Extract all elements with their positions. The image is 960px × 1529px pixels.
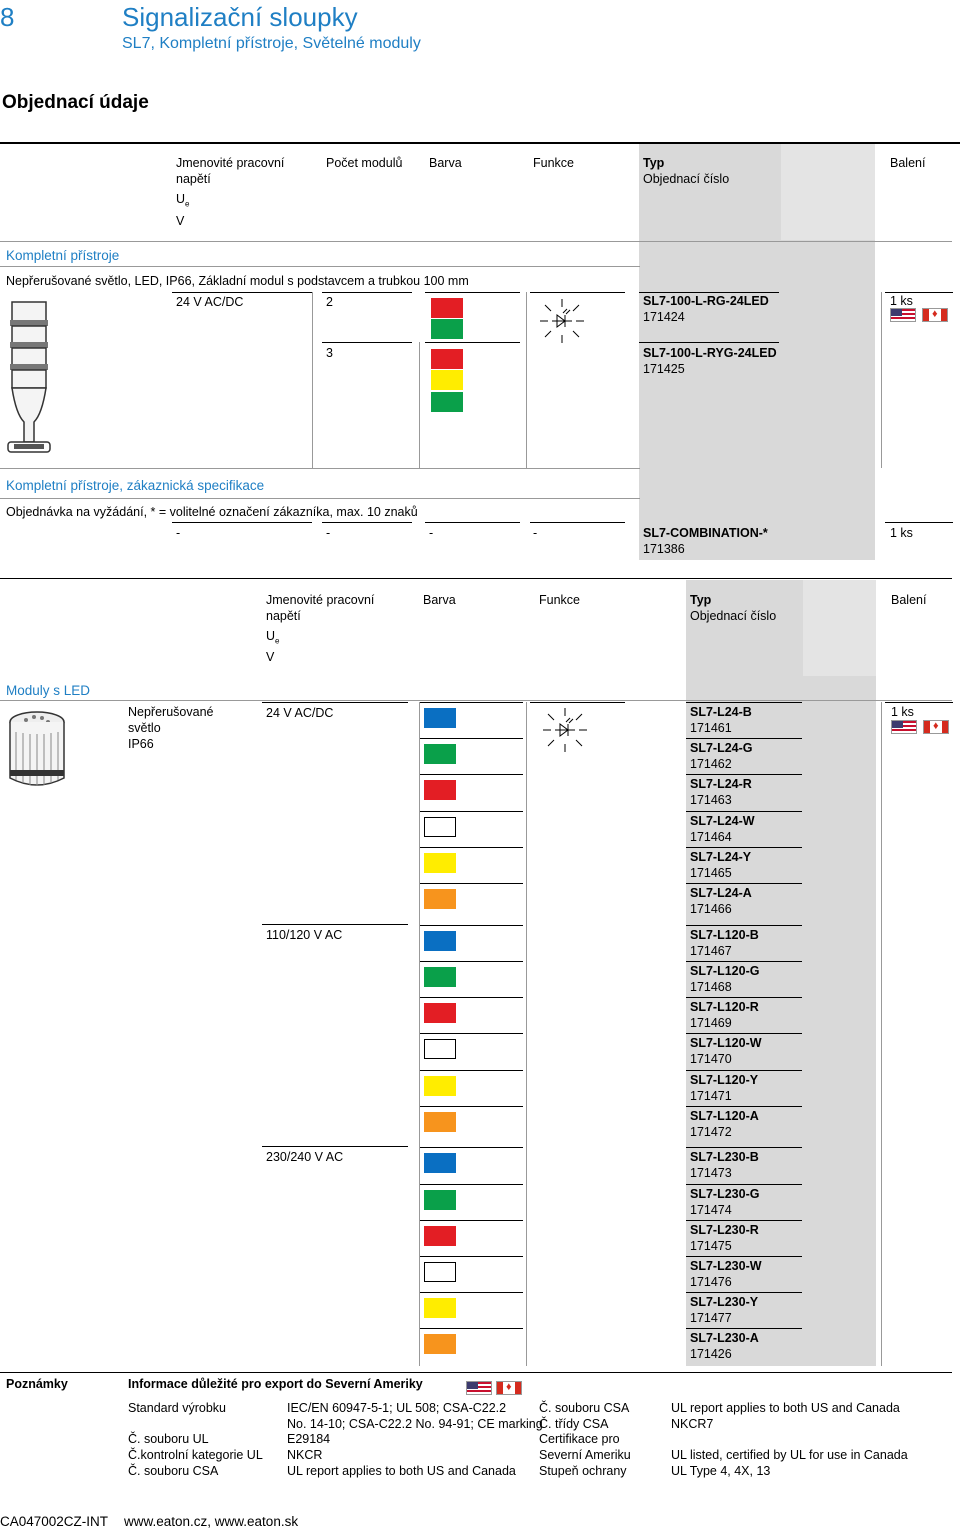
t1-row2-type: SL7-100-L-RYG-24LED xyxy=(643,346,777,360)
color-swatch-amber xyxy=(424,1112,456,1132)
t2-header-function: Funkce xyxy=(539,593,580,607)
t1-row1-voltage: 24 V AC/DC xyxy=(176,295,244,309)
us-flag-icon xyxy=(891,720,917,734)
t1-desc-2: Objednávka na vyžádání, * = volitelné označení zákazníka, max. 10 znaků xyxy=(6,505,418,519)
canada-flag-icon xyxy=(922,308,948,322)
module-row-rule xyxy=(686,702,802,703)
color-swatch-green xyxy=(431,319,463,339)
footer-web-link[interactable]: www.eaton.cz, www.eaton.sk xyxy=(124,1514,299,1529)
t1-header-ue: $U_e$ xyxy=(176,192,190,209)
module-order-number: 171426 xyxy=(690,1347,732,1362)
module-type: SL7-L24-W xyxy=(690,813,755,828)
t1-row-rule xyxy=(322,522,412,523)
t1-col-line xyxy=(312,292,313,468)
module-order-number: 171473 xyxy=(690,1166,732,1181)
notes-c3-0: Č. souboru CSA xyxy=(539,1401,630,1415)
module-order-number: 171474 xyxy=(690,1202,732,1217)
t1-custom-order: 171386 xyxy=(643,542,685,556)
module-order-number: 171468 xyxy=(690,979,732,994)
module-row-rule xyxy=(686,738,802,739)
t1-row-rule xyxy=(885,522,953,523)
t2-header-pack: Balení xyxy=(891,593,927,607)
t1-row-rule xyxy=(425,342,520,343)
module-type: SL7-L120-G xyxy=(690,963,760,978)
module-color-rule xyxy=(419,1292,523,1293)
module-row-rule xyxy=(686,1106,802,1107)
t1-group-rule xyxy=(0,498,640,499)
module-order-number: 171462 xyxy=(690,757,732,772)
module-type: SL7-L24-G xyxy=(690,741,753,756)
module-color-rule xyxy=(419,961,523,962)
page-title: Signalizační sloupky xyxy=(122,2,358,32)
t1-header-function: Funkce xyxy=(533,156,574,170)
module-row-rule xyxy=(686,847,802,848)
t1-row-rule xyxy=(639,342,779,343)
color-swatch-amber xyxy=(424,889,456,909)
t2-type-column-shade-head xyxy=(803,580,876,676)
module-type: SL7-L24-R xyxy=(690,777,752,792)
t1-row-rule xyxy=(172,522,312,523)
t2-header-color: Barva xyxy=(423,593,456,607)
module-row-rule xyxy=(686,1220,802,1221)
canada-flag-icon xyxy=(923,720,949,734)
module-order-number: 171470 xyxy=(690,1052,732,1067)
signal-tower-image xyxy=(4,292,52,462)
t2-header-ue: $U_e$ xyxy=(266,629,280,646)
module-color-rule xyxy=(419,774,523,775)
notes-title: Informace důležité pro export do Severní Ameriky xyxy=(128,1377,423,1391)
module-color-rule xyxy=(419,1033,523,1034)
color-swatch-green xyxy=(424,744,456,764)
t2-header-v: V xyxy=(266,650,275,664)
color-swatch-red xyxy=(424,1226,456,1246)
t2-group-rule xyxy=(0,700,952,701)
t1-row1-modules: 2 xyxy=(326,295,333,309)
module-color-rule xyxy=(419,925,523,926)
t1-custom-color: - xyxy=(429,526,434,540)
module-color-rule xyxy=(419,1220,523,1221)
t1-custom-function: - xyxy=(533,526,538,540)
color-swatch-red xyxy=(431,298,463,318)
module-color-rule xyxy=(419,1106,523,1107)
notes-c4-1: NKCR7 xyxy=(671,1417,714,1431)
module-row-rule xyxy=(686,811,802,812)
t1-header-modules: Počet modulů xyxy=(326,156,403,170)
module-row-rule xyxy=(686,1328,802,1329)
color-swatch-green xyxy=(424,967,456,987)
t2-header-voltage-2: napětí xyxy=(266,609,301,623)
module-color-rule xyxy=(419,883,523,884)
t1-row2-modules: 3 xyxy=(326,346,333,360)
t1-row2-order: 171425 xyxy=(643,362,685,376)
color-swatch-green xyxy=(431,392,463,412)
color-swatch-white xyxy=(424,1039,456,1059)
module-color-rule xyxy=(419,997,523,998)
module-type: SL7-L120-Y xyxy=(690,1072,759,1087)
module-order-number: 171466 xyxy=(690,902,732,916)
color-swatch-amber xyxy=(424,1334,456,1354)
t1-row-rule xyxy=(530,522,625,523)
t1-row-rule xyxy=(172,292,312,293)
t1-row-rule xyxy=(322,292,412,293)
notes-c4-0: UL report applies to both US and Canada xyxy=(671,1401,900,1415)
t1-col-line xyxy=(881,292,882,468)
led-steady-icon xyxy=(537,297,587,345)
color-swatch-yellow xyxy=(424,853,456,873)
module-type: SL7-L120-W xyxy=(690,1036,762,1051)
notes-c2-3: NKCR xyxy=(287,1448,323,1462)
notes-rule xyxy=(0,1372,952,1373)
module-type: SL7-L230-G xyxy=(690,1186,760,1201)
t1-col-line xyxy=(419,342,420,468)
module-type: SL7-L120-A xyxy=(690,1108,759,1123)
t2-group: Moduly s LED xyxy=(6,683,91,698)
module-order-number: 171464 xyxy=(690,829,732,844)
module-row-rule xyxy=(686,1033,802,1034)
t2-top-rule xyxy=(0,578,952,579)
t1-custom-voltage: - xyxy=(176,526,181,540)
t1-desc-1: Nepřerušované světlo, LED, IP66, Základní modul s podstavcem a trubkou 100 mm xyxy=(6,274,469,288)
notes-c2-4: UL report applies to both US and Canada xyxy=(287,1464,516,1478)
t2-col-line xyxy=(881,702,882,1366)
notes-c4-3: UL listed, certified by UL for use in Canada xyxy=(671,1448,908,1462)
module-row-rule xyxy=(686,997,802,998)
module-order-number: 171477 xyxy=(690,1311,732,1326)
notes-c3-4: Stupeň ochrany xyxy=(539,1464,627,1478)
section-title: Objednací údaje xyxy=(2,92,149,113)
t1-custom-modules: - xyxy=(326,526,331,540)
t2-header-type: Typ xyxy=(690,593,712,607)
t1-header-rule xyxy=(0,241,952,242)
notes-c3-3: Severní Ameriku xyxy=(539,1448,631,1462)
module-row-rule xyxy=(686,1256,802,1257)
us-flag-icon xyxy=(466,1381,492,1395)
module-row-rule xyxy=(686,1147,802,1148)
module-type: SL7-L230-R xyxy=(690,1222,759,1237)
module-type: SL7-L24-Y xyxy=(690,849,752,864)
t1-row1-type: SL7-100-L-RG-24LED xyxy=(643,294,769,308)
led-steady-icon xyxy=(540,706,590,754)
t2-voltage-rule xyxy=(262,702,408,703)
module-row-rule xyxy=(686,1184,802,1185)
color-swatch-yellow xyxy=(424,1076,456,1096)
t2-pack-rule xyxy=(885,702,953,703)
module-row-rule xyxy=(686,925,802,926)
t1-custom-pack: 1 ks xyxy=(890,526,913,540)
footer-code: CA047002CZ-INT xyxy=(0,1514,109,1529)
canada-flag-icon xyxy=(496,1381,522,1395)
module-color-rule xyxy=(419,847,523,848)
color-swatch-yellow xyxy=(424,1298,456,1318)
t2-function-rule xyxy=(530,702,625,703)
notes-c1-4: Č. souboru CSA xyxy=(128,1464,219,1478)
color-swatch-white xyxy=(424,1262,456,1282)
module-color-rule xyxy=(419,1256,523,1257)
t1-row-rule xyxy=(0,468,640,469)
color-swatch-green xyxy=(424,1190,456,1210)
t1-row-rule xyxy=(885,292,953,293)
t2-voltage-rule xyxy=(262,1146,408,1147)
notes-c4-4: UL Type 4, 4X, 13 xyxy=(671,1464,771,1478)
module-order-number: 171469 xyxy=(690,1016,732,1031)
module-color-rule xyxy=(419,1184,523,1185)
module-type: SL7-L230-W xyxy=(690,1259,762,1273)
t1-header-pack: Balení xyxy=(890,156,926,170)
us-flag-icon xyxy=(890,308,916,322)
module-row-rule xyxy=(686,1070,802,1071)
module-type: SL7-L24-B xyxy=(690,705,752,719)
t1-group-custom: Kompletní přístroje, zákaznická specifikace xyxy=(6,478,265,493)
module-type: SL7-L230-A xyxy=(690,1331,759,1346)
t1-group-complete: Kompletní přístroje xyxy=(6,248,120,263)
t1-header-type: Typ xyxy=(643,156,665,170)
t1-header-voltage: Jmenovité pracovní xyxy=(176,156,285,170)
color-swatch-blue xyxy=(424,708,456,728)
t1-row1-pack: 1 ks xyxy=(890,294,913,308)
module-type: SL7-L230-B xyxy=(690,1150,759,1165)
t2-desc-1: Nepřerušované xyxy=(128,705,214,719)
module-order-number: 171463 xyxy=(690,793,732,808)
module-order-number: 171476 xyxy=(690,1275,732,1289)
t1-row1-order: 171424 xyxy=(643,310,685,324)
module-row-rule xyxy=(686,961,802,962)
module-order-number: 171475 xyxy=(690,1238,732,1253)
notes-c2-2: E29184 xyxy=(287,1432,331,1446)
color-swatch-red xyxy=(424,780,456,800)
type-column-shade-head xyxy=(781,144,875,240)
module-color-rule xyxy=(419,1070,523,1071)
t2-voltage-24: 24 V AC/DC xyxy=(266,706,334,720)
t1-row-rule xyxy=(322,342,412,343)
t2-voltage-120: 110/120 V AC xyxy=(266,928,343,942)
notes-c3-1: Č. třídy CSA xyxy=(539,1417,609,1431)
module-row-rule xyxy=(686,883,802,884)
module-order-number: 171461 xyxy=(690,721,732,735)
color-swatch-blue xyxy=(424,1153,456,1173)
module-color-rule xyxy=(419,1328,523,1329)
color-swatch-red xyxy=(431,349,463,369)
t2-voltage-rule xyxy=(262,924,408,925)
t2-header-order: Objednací číslo xyxy=(690,609,777,623)
module-row-rule xyxy=(686,774,802,775)
t1-row-rule xyxy=(425,522,520,523)
color-swatch-white xyxy=(424,817,456,837)
t2-col-line xyxy=(526,702,527,1366)
module-order-number: 171471 xyxy=(690,1088,732,1103)
t1-row-rule xyxy=(639,292,779,293)
t1-header-order: Objednací číslo xyxy=(643,172,730,186)
t1-header-v: V xyxy=(176,214,185,228)
module-color-rule xyxy=(419,702,523,703)
t1-header-color: Barva xyxy=(429,156,462,170)
module-type: SL7-L230-Y xyxy=(690,1295,759,1310)
notes-label: Poznámky xyxy=(6,1377,68,1391)
page-number: 8 xyxy=(0,2,15,32)
module-type: SL7-L24-A xyxy=(690,886,752,900)
notes-c1-3: Č.kontrolní kategorie UL xyxy=(128,1448,263,1462)
t2-desc-2: světlo xyxy=(128,721,161,735)
color-swatch-blue xyxy=(424,931,456,951)
t1-row-rule xyxy=(425,292,520,293)
t2-desc-3: IP66 xyxy=(128,737,154,751)
t1-col-line xyxy=(526,292,527,468)
module-type: SL7-L120-B xyxy=(690,927,759,942)
module-row-rule xyxy=(686,1292,802,1293)
notes-c2-1: No. 14-10; CSA-C22.2 No. 94-91; CE marking xyxy=(287,1417,543,1431)
color-swatch-red xyxy=(424,1003,456,1023)
t2-voltage-230: 230/240 V AC xyxy=(266,1150,344,1164)
t2-header-voltage: Jmenovité pracovní xyxy=(266,593,375,607)
notes-c3-2: Certifikace pro xyxy=(539,1432,620,1446)
notes-c1-2: Č. souboru UL xyxy=(128,1432,209,1446)
t1-row-rule xyxy=(530,292,625,293)
module-type: SL7-L120-R xyxy=(690,1000,759,1015)
module-order-number: 171472 xyxy=(690,1124,732,1139)
module-order-number: 171465 xyxy=(690,865,732,880)
module-color-rule xyxy=(419,738,523,739)
module-order-number: 171467 xyxy=(690,943,732,958)
module-color-rule xyxy=(419,1147,523,1148)
t1-custom-type: SL7-COMBINATION-* xyxy=(643,526,768,540)
t2-col-line xyxy=(419,702,420,1366)
led-module-image xyxy=(6,708,68,792)
notes-c2-0: IEC/EN 60947-5-1; UL 508; CSA-C22.2 xyxy=(287,1401,507,1415)
color-swatch-yellow xyxy=(431,370,463,390)
notes-c1-0: Standard výrobku xyxy=(128,1401,226,1415)
t1-group-rule xyxy=(0,266,640,267)
t1-header-voltage-2: napětí xyxy=(176,172,211,186)
module-color-rule xyxy=(419,811,523,812)
t2-pack: 1 ks xyxy=(891,705,914,719)
page-subtitle: SL7, Kompletní přístroje, Světelné moduly xyxy=(122,35,421,52)
